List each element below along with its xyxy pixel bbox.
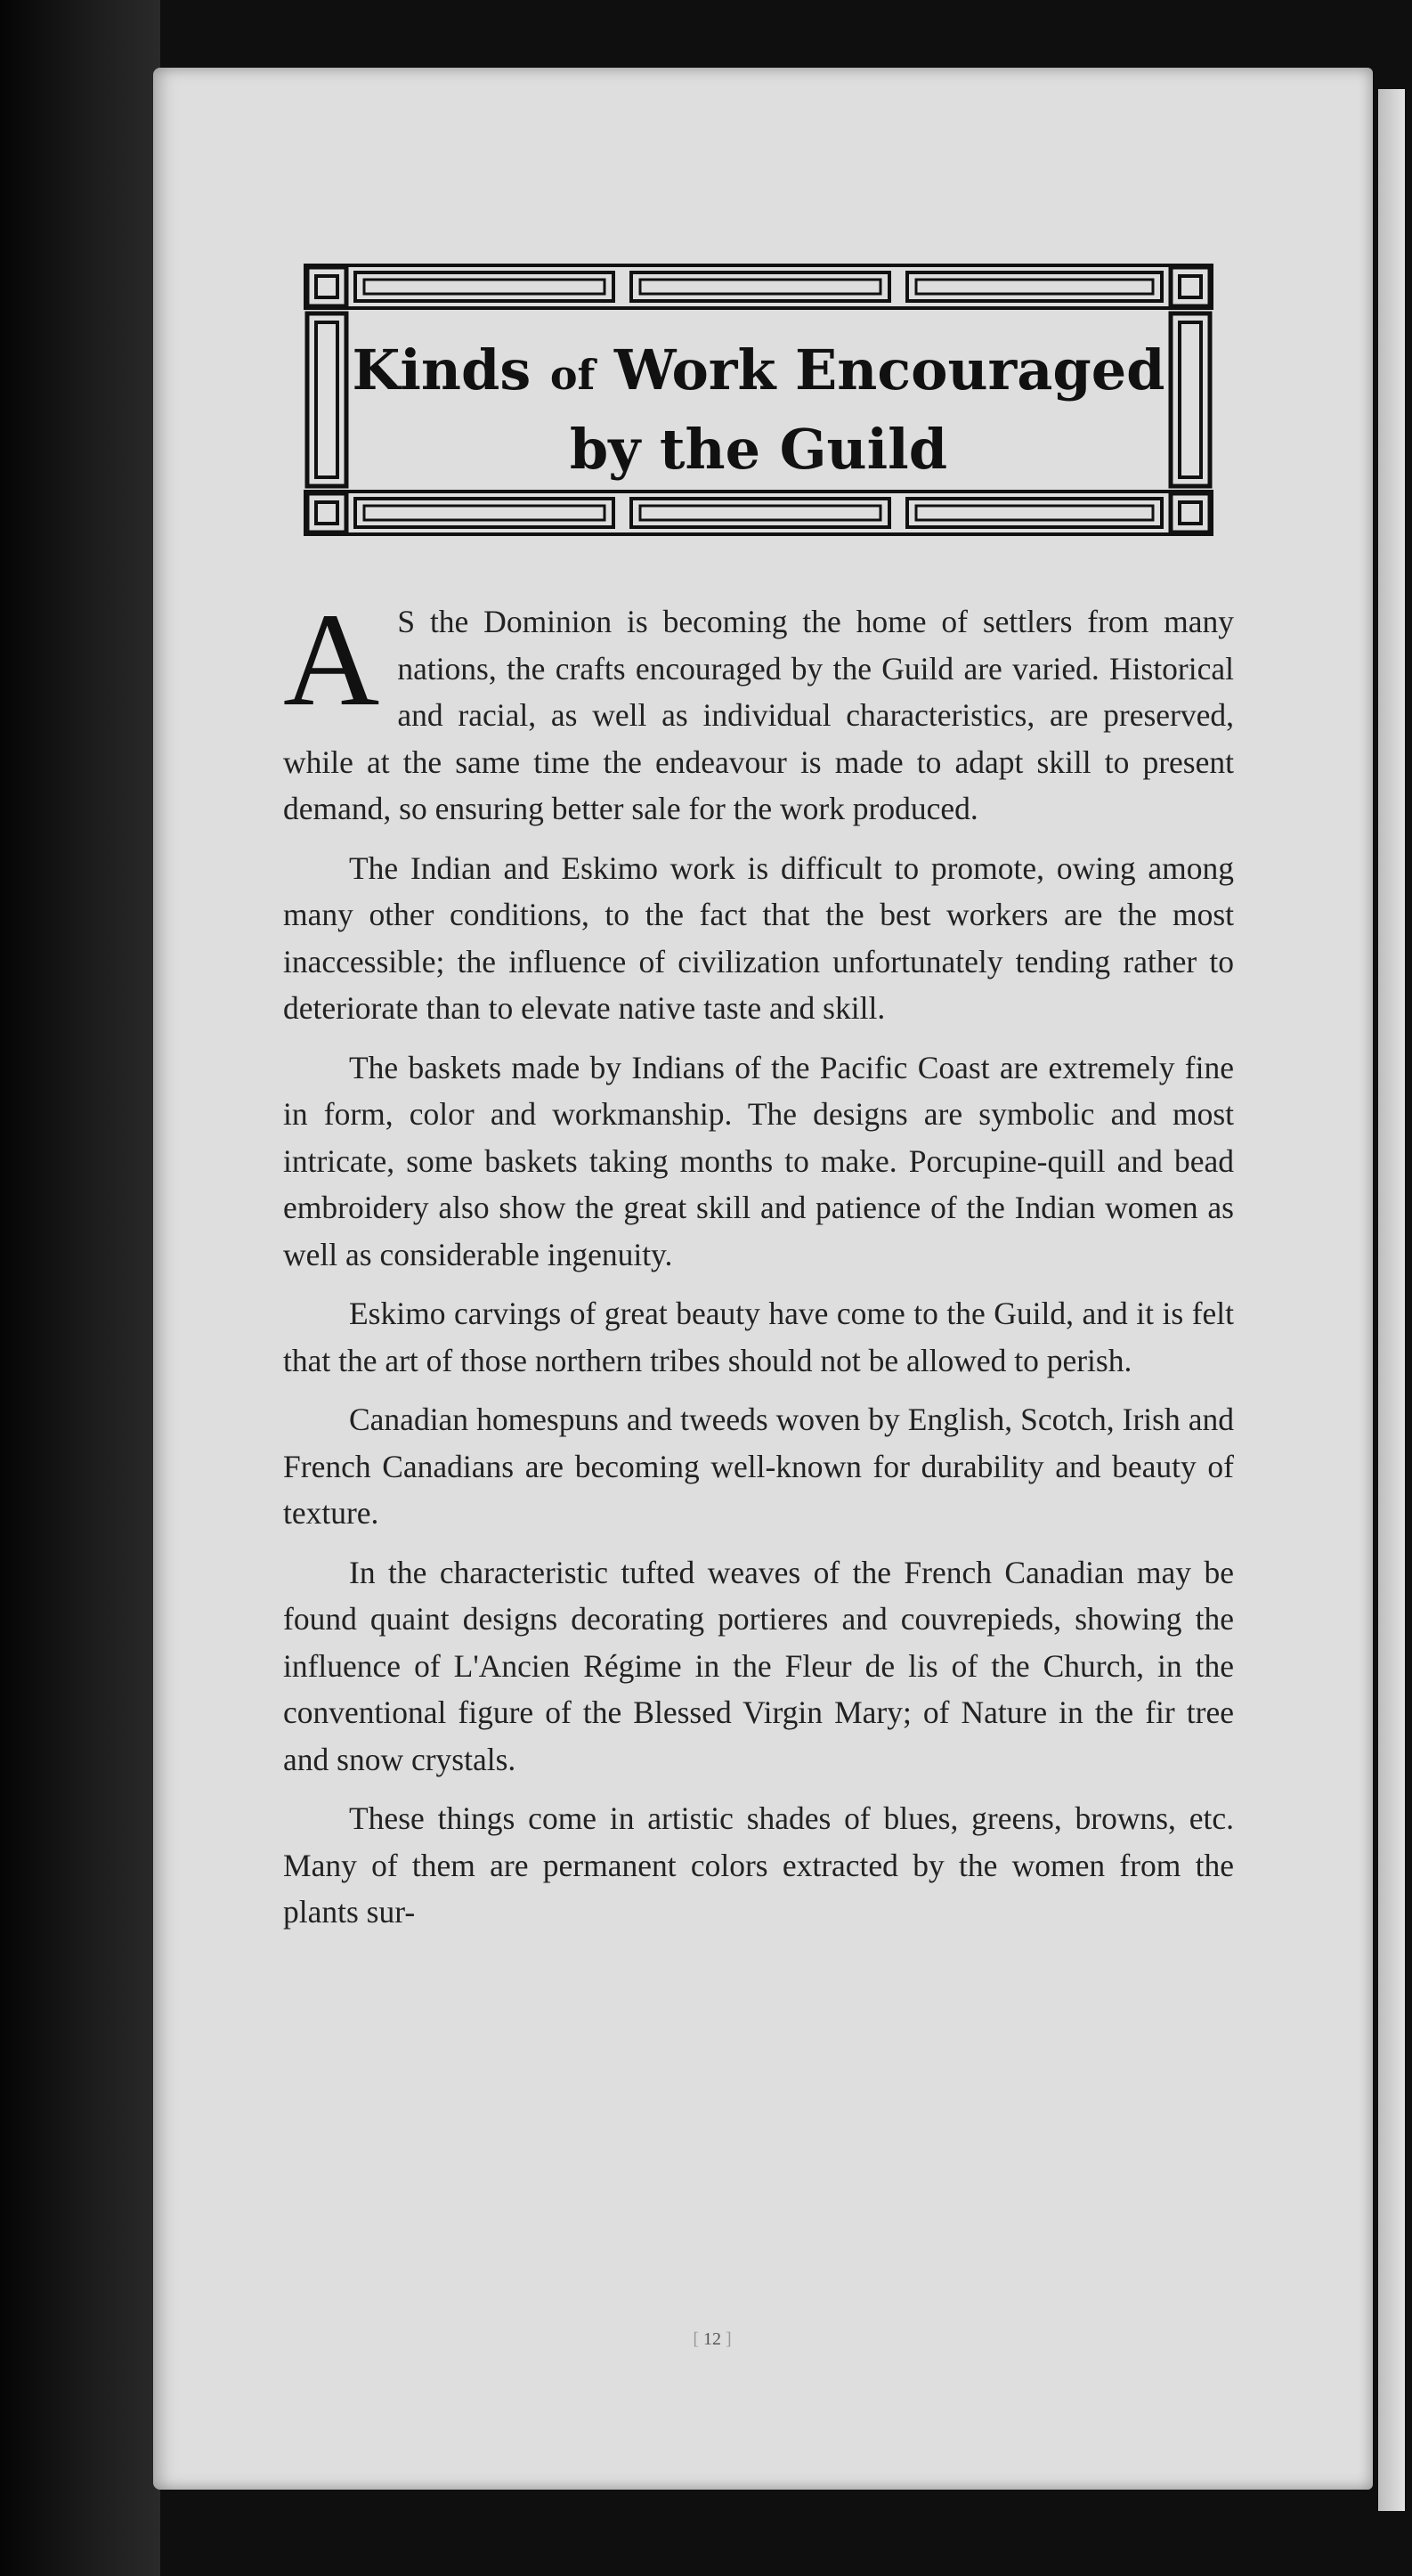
page-title [300, 333, 1217, 487]
title-frame [300, 262, 1217, 538]
title-line-2: by the Guild [569, 417, 948, 482]
paragraph-6: In the characteristic tufted weaves of the French Canadian may be found quaint designs decorating portieres and couvrepieds, showing the influence of L'Ancien Régime in the Fleur de lis of the Church, in the conventional figure of the Blessed Virgin Mary; of Nature in the fir tree and snow crystals. [283, 1554, 1234, 1777]
scan-background-left [0, 0, 160, 2576]
paragraph-5: Canadian homespuns and tweeds woven by English, Scotch, Irish and French Canadians are becoming well-known for durability and beauty of texture. [283, 1402, 1234, 1531]
paragraph-4: Eskimo carvings of great beauty have come to the Guild, and it is felt that the art of those northern tribes should not be allowed to perish. [283, 1296, 1234, 1378]
page-number: [ 12 ] [677, 2329, 748, 2350]
facing-page-edge [1378, 89, 1405, 2511]
paragraph-7: These things come in artistic shades of blues, greens, browns, etc. Many of them are permanent colors extracted by the women from the plants sur- [283, 1800, 1234, 1930]
drop-cap: A [283, 586, 380, 734]
title-line-1: Kinds of Work Encouraged [352, 337, 1165, 402]
body-text [283, 586, 1234, 1948]
paragraph-3: The baskets made by Indians of the Pacific Coast are extremely fine in form, color and workmanship. The designs are symbolic and most intricate, some baskets taking months to make. Porcupine-quill and bead embroidery also show the great skill and patience of the Indian women as well as considerable ingenuity. [283, 1049, 1234, 1272]
paragraph-1: A S the Dominion is becoming the home of settlers from many nations, the crafts encouraged by the Guild are varied. Historical and racial, as well as individual characteristics, are preserved, while at the same time the endeavour is made to adapt skill to present demand, so ensuring better sale for the work produced. [283, 586, 1234, 826]
paragraph-2: The Indian and Eskimo work is difficult to promote, owing among many other conditions, to the fact that the best workers are the most inaccessible; the influence of civilization unfortunately tending rather to deteriorate than to elevate native taste and skill. [283, 849, 1234, 1026]
